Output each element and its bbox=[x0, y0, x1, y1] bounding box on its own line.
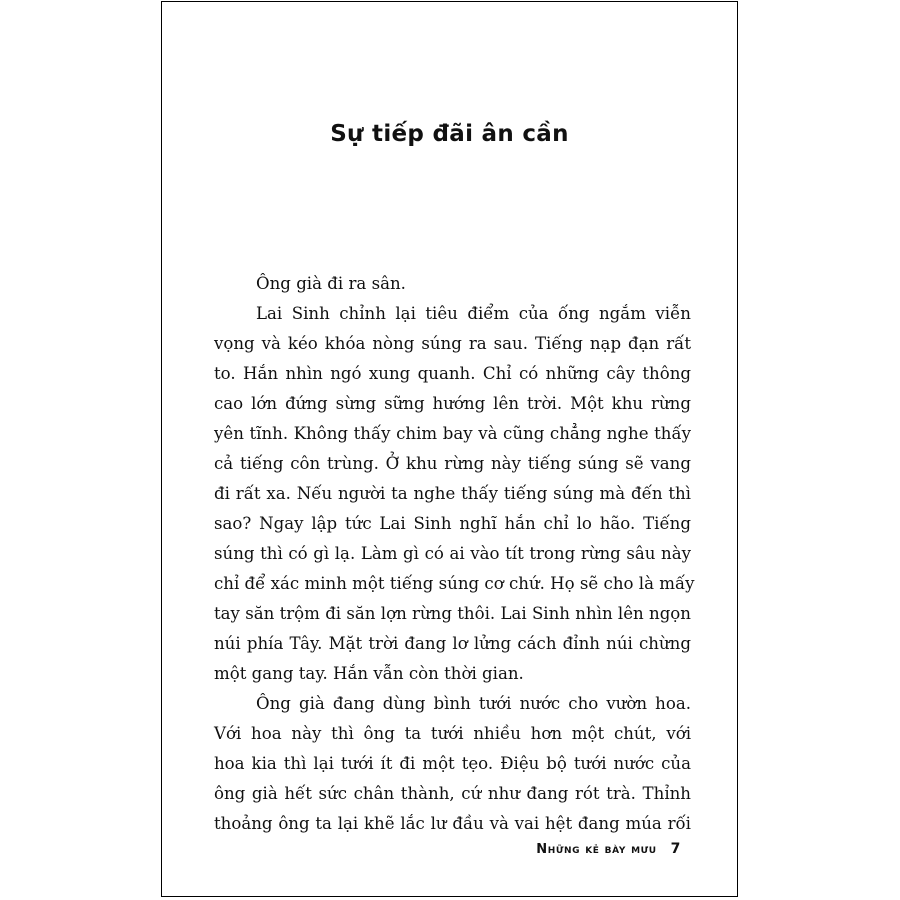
text-line: thoảng ông ta lại khẽ lắc lư đầu và vai hệt đang múa rối bbox=[214, 814, 691, 833]
text-line: Ông già đi ra sân. bbox=[256, 274, 406, 293]
text-line: súng thì có gì lạ. Làm gì có ai vào tít trong rừng sâu này bbox=[214, 544, 691, 563]
text-line: đi rất xa. Nếu người ta nghe thấy tiếng súng mà đến thì bbox=[214, 484, 691, 503]
text-line: cả tiếng côn trùng. Ở khu rừng này tiếng súng sẽ vang bbox=[214, 454, 691, 473]
body-text bbox=[214, 269, 695, 839]
text-line: một gang tay. Hắn vẫn còn thời gian. bbox=[214, 664, 524, 683]
footer-book-title: Những kẻ bày mưu bbox=[536, 842, 657, 857]
book-page bbox=[161, 1, 738, 897]
text-line: ông già hết sức chân thành, cứ như đang rót trà. Thỉnh bbox=[214, 784, 691, 803]
text-line: cao lớn đứng sừng sững hướng lên trời. Một khu rừng bbox=[214, 394, 691, 413]
text-line: chỉ để xác minh một tiếng súng cơ chứ. Họ sẽ cho là mấy bbox=[214, 574, 695, 593]
running-footer bbox=[536, 841, 681, 857]
text-line: Với hoa này thì ông ta tưới nhiều hơn một chút, với bbox=[214, 724, 691, 743]
text-line: Ông già đang dùng bình tưới nước cho vườn hoa. bbox=[256, 694, 691, 713]
chapter-title: Sự tiếp đãi ân cần bbox=[330, 121, 569, 147]
text-line: yên tĩnh. Không thấy chim bay và cũng chẳng nghe thấy bbox=[214, 424, 691, 443]
text-line: to. Hắn nhìn ngó xung quanh. Chỉ có những cây thông bbox=[214, 364, 691, 383]
text-line: tay săn trộm đi săn lợn rừng thôi. Lai Sinh nhìn lên ngọn bbox=[214, 604, 691, 623]
text-line: sao? Ngay lập tức Lai Sinh nghĩ hắn chỉ lo hão. Tiếng bbox=[214, 514, 691, 533]
text-line: vọng và kéo khóa nòng súng ra sau. Tiếng nạp đạn rất bbox=[214, 334, 691, 353]
text-line: Lai Sinh chỉnh lại tiêu điểm của ống ngắm viễn bbox=[256, 304, 691, 323]
page-number: 7 bbox=[670, 841, 681, 857]
text-line: núi phía Tây. Mặt trời đang lơ lửng cách đỉnh núi chừng bbox=[214, 634, 691, 653]
text-line: hoa kia thì lại tưới ít đi một tẹo. Điệu bộ tưới nước của bbox=[214, 754, 691, 773]
